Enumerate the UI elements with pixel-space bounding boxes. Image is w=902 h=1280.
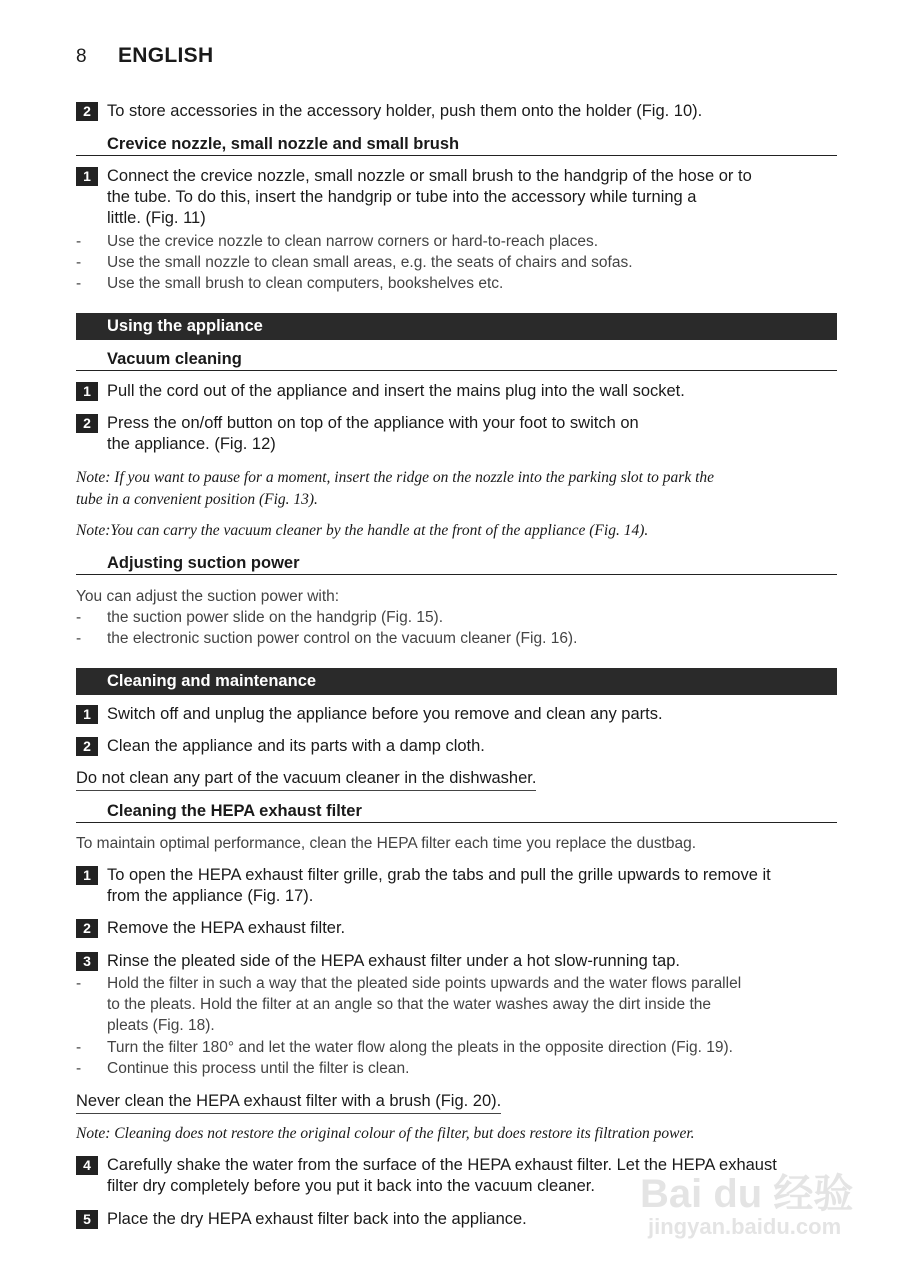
bullet: - Use the crevice nozzle to clean narrow corners or hard-to-reach places.: [76, 233, 599, 250]
bullet: - Use the small nozzle to clean small areas, e.g. the seats of chairs and sofas.: [76, 254, 633, 271]
watermark-logo: Bai du 经验: [640, 1172, 854, 1216]
hepa-step-2: [76, 918, 345, 939]
step-number: 1: [76, 705, 98, 724]
step-line: the appliance. (Fig. 12): [107, 435, 276, 453]
step-number: 1: [76, 866, 98, 885]
step-number: 2: [76, 102, 98, 121]
language-title: ENGLISH: [118, 44, 214, 67]
hepa-step-5: [76, 1209, 527, 1230]
hepa-intro: To maintain optimal performance, clean the HEPA filter each time you replace the dustbag.: [76, 835, 697, 852]
step-line: little. (Fig. 11): [107, 209, 206, 227]
hepa-step-1: [76, 865, 771, 907]
crevice-heading: Crevice nozzle, small nozzle and small brush: [76, 133, 837, 156]
step-line: the tube. To do this, insert the handgrip or tube into the accessory while turning a: [107, 188, 697, 206]
step-text: Pull the cord out of the appliance and insert the mains plug into the wall socket.: [107, 382, 685, 400]
step-number: 1: [76, 382, 98, 401]
warning-brush: Never clean the HEPA exhaust filter with a brush (Fig. 20).: [76, 1091, 501, 1114]
cleaning-step-2: [76, 736, 485, 757]
step-number: 3: [76, 952, 98, 971]
step-line: Press the on/off button on top of the appliance with your foot to switch on: [107, 414, 639, 432]
step-number: 4: [76, 1156, 98, 1175]
crevice-step-1: [76, 166, 752, 229]
bullet: - the electronic suction power control on the vacuum cleaner (Fig. 16).: [76, 630, 578, 647]
step-number: 5: [76, 1210, 98, 1229]
bullet: - Continue this process until the filter is clean.: [76, 1060, 410, 1077]
step-text: Rinse the pleated side of the HEPA exhaust filter under a hot slow-running tap.: [107, 952, 680, 970]
bullet: - Hold the filter in such a way that the pleated side points upwards and the water flows parallel to the pleats. Hold the filter at an angle so that the water washes away the dirt inside the pleats (Fig. 18).: [76, 975, 742, 1034]
warning-dishwasher: Do not clean any part of the vacuum cleaner in the dishwasher.: [76, 768, 536, 791]
step-line: Carefully shake the water from the surface of the HEPA exhaust filter. Let the HEPA exhaust: [107, 1156, 777, 1174]
suction-heading: Adjusting suction power: [76, 552, 837, 575]
step-text: To store accessories in the accessory holder, push them onto the holder (Fig. 10).: [107, 102, 703, 120]
step-text: Switch off and unplug the appliance before you remove and clean any parts.: [107, 705, 663, 723]
step-number: 1: [76, 167, 98, 186]
note-colour: Note: Cleaning does not restore the original colour of the filter, but does restore its filtration power.: [76, 1125, 695, 1142]
step-line: filter dry completely before you put it back into the vacuum cleaner.: [107, 1177, 595, 1195]
using-step-2: [76, 413, 639, 455]
vacuum-heading: Vacuum cleaning: [76, 348, 837, 371]
watermark-url: jingyan.baidu.com: [648, 1214, 842, 1239]
note-parking: Note: If you want to pause for a moment, insert the ridge on the nozzle into the parking slot to park the tube in a convenient position (Fig. 13).: [76, 469, 715, 508]
intro-step: [76, 101, 702, 122]
note-carry: Note:You can carry the vacuum cleaner by the handle at the front of the appliance (Fig. 14).: [76, 522, 649, 539]
bullet: - Turn the filter 180° and let the water flow along the pleats in the opposite direction (Fig. 19).: [76, 1039, 733, 1056]
section-bar-cleaning: Cleaning and maintenance: [76, 668, 837, 695]
step-line: Connect the crevice nozzle, small nozzle or small brush to the handgrip of the hose or to: [107, 167, 752, 185]
step-number: 2: [76, 919, 98, 938]
step-text: Remove the HEPA exhaust filter.: [107, 919, 346, 937]
page-number: 8: [76, 46, 87, 67]
bullet: - the suction power slide on the handgrip (Fig. 15).: [76, 609, 444, 626]
cleaning-step-1: [76, 704, 663, 725]
step-number: 2: [76, 737, 98, 756]
hepa-step-3: [76, 951, 680, 972]
step-text: Clean the appliance and its parts with a damp cloth.: [107, 737, 485, 755]
bullet: - Use the small brush to clean computers, bookshelves etc.: [76, 275, 504, 292]
section-bar-using: Using the appliance: [76, 313, 837, 340]
step-line: To open the HEPA exhaust filter grille, grab the tabs and pull the grille upwards to remove it: [107, 866, 771, 884]
using-step-1: [76, 381, 685, 402]
step-number: 2: [76, 414, 98, 433]
suction-intro: You can adjust the suction power with:: [76, 588, 340, 605]
hepa-heading: Cleaning the HEPA exhaust filter: [76, 800, 837, 823]
step-text: Place the dry HEPA exhaust filter back into the appliance.: [107, 1210, 527, 1228]
step-line: from the appliance (Fig. 17).: [107, 887, 314, 905]
